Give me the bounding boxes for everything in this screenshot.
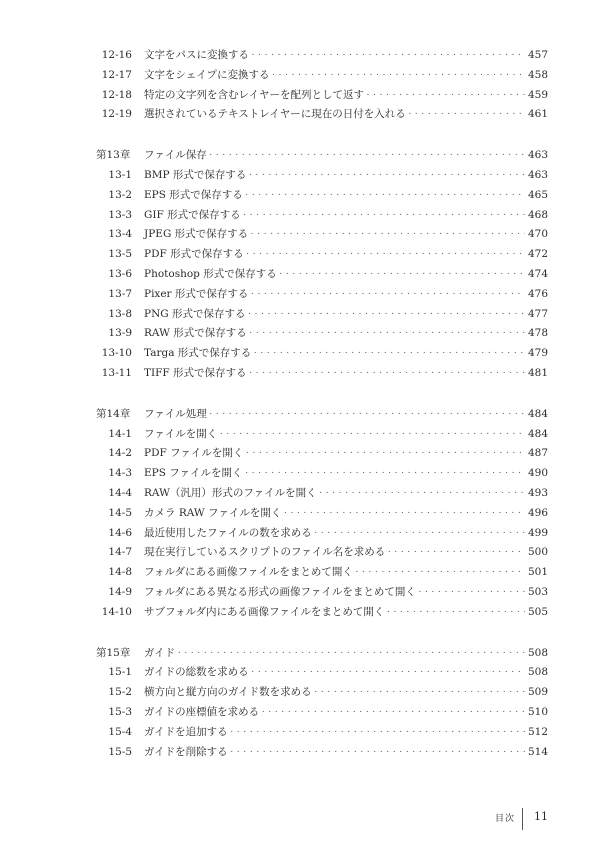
dot-leader — [229, 743, 525, 764]
page-number: 461 — [527, 108, 548, 121]
toc-entry-row — [96, 305, 548, 325]
entry-number: 12-19 — [101, 108, 132, 121]
toc-entry-row — [96, 543, 548, 563]
toc-entry-row — [96, 344, 548, 364]
toc-entry-row — [96, 265, 548, 285]
entry-title: ガイドの総数を求める — [144, 666, 249, 679]
entry-title: RAW 形式で保存する — [144, 327, 247, 340]
page-footer — [0, 808, 600, 828]
page-number: 508 — [527, 666, 548, 679]
dot-leader — [176, 644, 525, 665]
toc-entry-row — [96, 484, 548, 504]
toc-entry-row — [96, 583, 548, 603]
dot-leader — [313, 524, 525, 545]
group-spacer — [96, 384, 548, 405]
page-number: 484 — [527, 427, 548, 440]
entry-title: ガイドを追加する — [144, 725, 228, 738]
dot-leader — [354, 563, 525, 584]
dot-leader — [244, 186, 525, 207]
dot-leader — [244, 444, 525, 465]
entry-number: 13-7 — [108, 287, 132, 300]
toc-entry-row — [96, 86, 548, 106]
toc-chapter-row — [96, 146, 548, 166]
entry-number: 13-1 — [108, 168, 132, 181]
entry-title: PNG 形式で保存する — [144, 307, 246, 320]
toc-entry-row — [96, 66, 548, 86]
toc-entry-row — [96, 46, 548, 66]
dot-leader — [249, 285, 525, 306]
entry-number: 14-1 — [108, 427, 132, 440]
dot-leader — [208, 405, 525, 426]
page-number: 481 — [527, 366, 548, 379]
dot-leader — [313, 683, 525, 704]
entry-title: ファイルを開く — [144, 427, 218, 440]
dot-leader — [249, 225, 525, 246]
entry-title: 横方向と縦方向のガイド数を求める — [144, 686, 312, 699]
dot-leader — [318, 484, 525, 505]
entry-title: EPS 形式で保存する — [144, 188, 243, 201]
page-number: 459 — [527, 88, 548, 101]
dot-leader — [248, 364, 525, 385]
entry-number: 14-7 — [108, 546, 132, 559]
page-number: 496 — [527, 506, 548, 519]
toc-group — [96, 384, 548, 623]
chapter-number: 第14章 — [96, 407, 131, 420]
dot-leader — [252, 344, 525, 365]
entry-title: 文字をシェイプに変換する — [144, 68, 270, 81]
footer-page-number: 11 — [534, 810, 548, 823]
dot-leader — [278, 265, 525, 286]
page-number: 476 — [527, 287, 548, 300]
entry-number: 15-4 — [108, 725, 132, 738]
page-number: 501 — [527, 566, 548, 579]
toc-entry-row — [96, 186, 548, 206]
group-spacer — [96, 125, 548, 146]
entry-title: PDF 形式で保存する — [144, 248, 244, 261]
page-number: 510 — [527, 705, 548, 718]
entry-title: PDF ファイルを開く — [144, 447, 244, 460]
toc-entry-row — [96, 563, 548, 583]
entry-title: 現在実行しているスクリプトのファイル名を求める — [144, 546, 386, 559]
footer-divider — [522, 808, 523, 830]
toc-entry-row — [96, 364, 548, 384]
dot-leader — [218, 425, 525, 446]
entry-number: 15-2 — [108, 686, 132, 699]
dot-leader — [250, 663, 525, 684]
page-number: 487 — [527, 447, 548, 460]
dot-leader — [208, 146, 525, 167]
entry-number: 13-6 — [108, 267, 132, 280]
toc-entry-row — [96, 524, 548, 544]
footer-section-label: 目次 — [494, 814, 515, 824]
entry-number: 15-3 — [108, 705, 132, 718]
dot-leader — [247, 166, 525, 187]
entry-title: BMP 形式で保存する — [144, 168, 247, 181]
dot-leader — [248, 324, 525, 345]
entry-number: 14-4 — [108, 486, 132, 499]
toc-chapter-row — [96, 644, 548, 664]
chapter-title: ファイル保存 — [144, 149, 207, 162]
page-number: 479 — [527, 347, 548, 360]
chapter-number: 第15章 — [96, 646, 131, 659]
entry-number: 15-5 — [108, 745, 132, 758]
entry-title: Targa 形式で保存する — [144, 347, 252, 360]
page-number: 458 — [527, 68, 548, 81]
entry-number: 12-17 — [101, 68, 132, 81]
page-number: 463 — [527, 168, 548, 181]
page-number: 474 — [527, 267, 548, 280]
entry-number: 14-3 — [108, 467, 132, 480]
entry-title: フォルダにある画像ファイルをまとめて開く — [144, 566, 353, 579]
dot-leader — [229, 723, 525, 744]
dot-leader — [246, 305, 525, 326]
dot-leader — [270, 66, 525, 87]
entry-title: フォルダにある異なる形式の画像ファイルをまとめて開く — [144, 585, 416, 598]
entry-title: 選択されているテキストレイヤーに現在の日付を入れる — [144, 108, 406, 121]
page-number: 470 — [527, 228, 548, 241]
chapter-number: 第13章 — [96, 149, 131, 162]
dot-leader — [386, 543, 525, 564]
entry-title: EPS ファイルを開く — [144, 467, 243, 480]
entry-number: 13-4 — [108, 228, 132, 241]
page-number: 503 — [527, 585, 548, 598]
entry-title: 最近使用したファイルの数を求める — [144, 526, 312, 539]
page-number: 484 — [527, 407, 548, 420]
toc-entry-row — [96, 285, 548, 305]
toc-entry-row — [96, 504, 548, 524]
dot-leader — [250, 46, 525, 67]
dot-leader — [365, 86, 525, 107]
entry-number: 12-18 — [101, 88, 132, 101]
entry-number: 14-8 — [108, 566, 132, 579]
entry-title: カメラ RAW ファイルを開く — [144, 506, 282, 519]
chapter-title: ガイド — [144, 646, 176, 659]
toc-entry-row — [96, 105, 548, 125]
entry-title: ガイドの座標値を求める — [144, 705, 260, 718]
entry-number: 14-2 — [108, 447, 132, 460]
entry-number: 15-1 — [108, 666, 132, 679]
entry-title: サブフォルダ内にある画像ファイルをまとめて開く — [144, 605, 385, 618]
entry-title: Pixer 形式で保存する — [144, 287, 249, 300]
toc-group — [96, 125, 548, 384]
entry-number: 14-5 — [108, 506, 132, 519]
toc-entry-row — [96, 723, 548, 743]
toc-group — [96, 46, 548, 125]
page-number: 509 — [527, 686, 548, 699]
page-number: 463 — [527, 149, 548, 162]
page-number: 493 — [527, 486, 548, 499]
toc-entry-row — [96, 206, 548, 226]
page-number: 505 — [527, 605, 548, 618]
entry-title: 特定の文字列を含むレイヤーを配列として返す — [144, 88, 364, 101]
toc-entry-row — [96, 603, 548, 623]
toc-entry-row — [96, 743, 548, 763]
entry-title: RAW（汎用）形式のファイルを開く — [144, 486, 317, 499]
toc-entry-row — [96, 444, 548, 464]
entry-number: 13-10 — [101, 347, 132, 360]
toc-entry-row — [96, 464, 548, 484]
toc-entry-row — [96, 425, 548, 445]
toc-entry-row — [96, 166, 548, 186]
page-number: 477 — [527, 307, 548, 320]
toc-entry-row — [96, 663, 548, 683]
entry-number: 14-6 — [108, 526, 132, 539]
entry-title: GIF 形式で保存する — [144, 208, 241, 221]
entry-number: 13-8 — [108, 307, 132, 320]
entry-number: 13-3 — [108, 208, 132, 221]
page-number: 472 — [527, 248, 548, 261]
dot-leader — [242, 206, 525, 227]
entry-title: JPEG 形式で保存する — [144, 228, 249, 241]
entry-number: 13-2 — [108, 188, 132, 201]
dot-leader — [245, 245, 525, 266]
entry-number: 14-9 — [108, 585, 132, 598]
entry-title: TIFF 形式で保存する — [144, 366, 247, 379]
page-number: 499 — [527, 526, 548, 539]
toc-entry-row — [96, 703, 548, 723]
group-spacer — [96, 623, 548, 644]
page-number: 468 — [527, 208, 548, 221]
chapter-title: ファイル処理 — [144, 407, 207, 420]
toc-entry-row — [96, 324, 548, 344]
dot-leader — [260, 703, 525, 724]
dot-leader — [282, 504, 525, 525]
page-number: 508 — [527, 646, 548, 659]
dot-leader — [407, 105, 525, 126]
page-number: 500 — [527, 546, 548, 559]
toc-entry-row — [96, 683, 548, 703]
entry-number: 13-11 — [101, 366, 132, 379]
dot-leader — [385, 603, 525, 624]
entry-title: ガイドを削除する — [144, 745, 228, 758]
toc-entry-row — [96, 245, 548, 265]
page-number: 457 — [527, 49, 548, 61]
entry-number: 12-16 — [101, 49, 132, 61]
entry-number: 13-9 — [108, 327, 132, 340]
page-number: 512 — [527, 725, 548, 738]
entry-title: 文字をパスに変換する — [144, 49, 249, 61]
toc-group — [96, 623, 548, 763]
toc-chapter-row — [96, 405, 548, 425]
page-number: 465 — [527, 188, 548, 201]
entry-number: 14-10 — [101, 605, 132, 618]
entry-title: Photoshop 形式で保存する — [144, 267, 277, 280]
page-number: 490 — [527, 467, 548, 480]
page-number: 514 — [527, 745, 548, 758]
entry-number: 13-5 — [108, 248, 132, 261]
table-of-contents — [96, 46, 548, 762]
dot-leader — [244, 464, 525, 485]
dot-leader — [417, 583, 525, 604]
toc-entry-row — [96, 225, 548, 245]
page-number: 478 — [527, 327, 548, 340]
